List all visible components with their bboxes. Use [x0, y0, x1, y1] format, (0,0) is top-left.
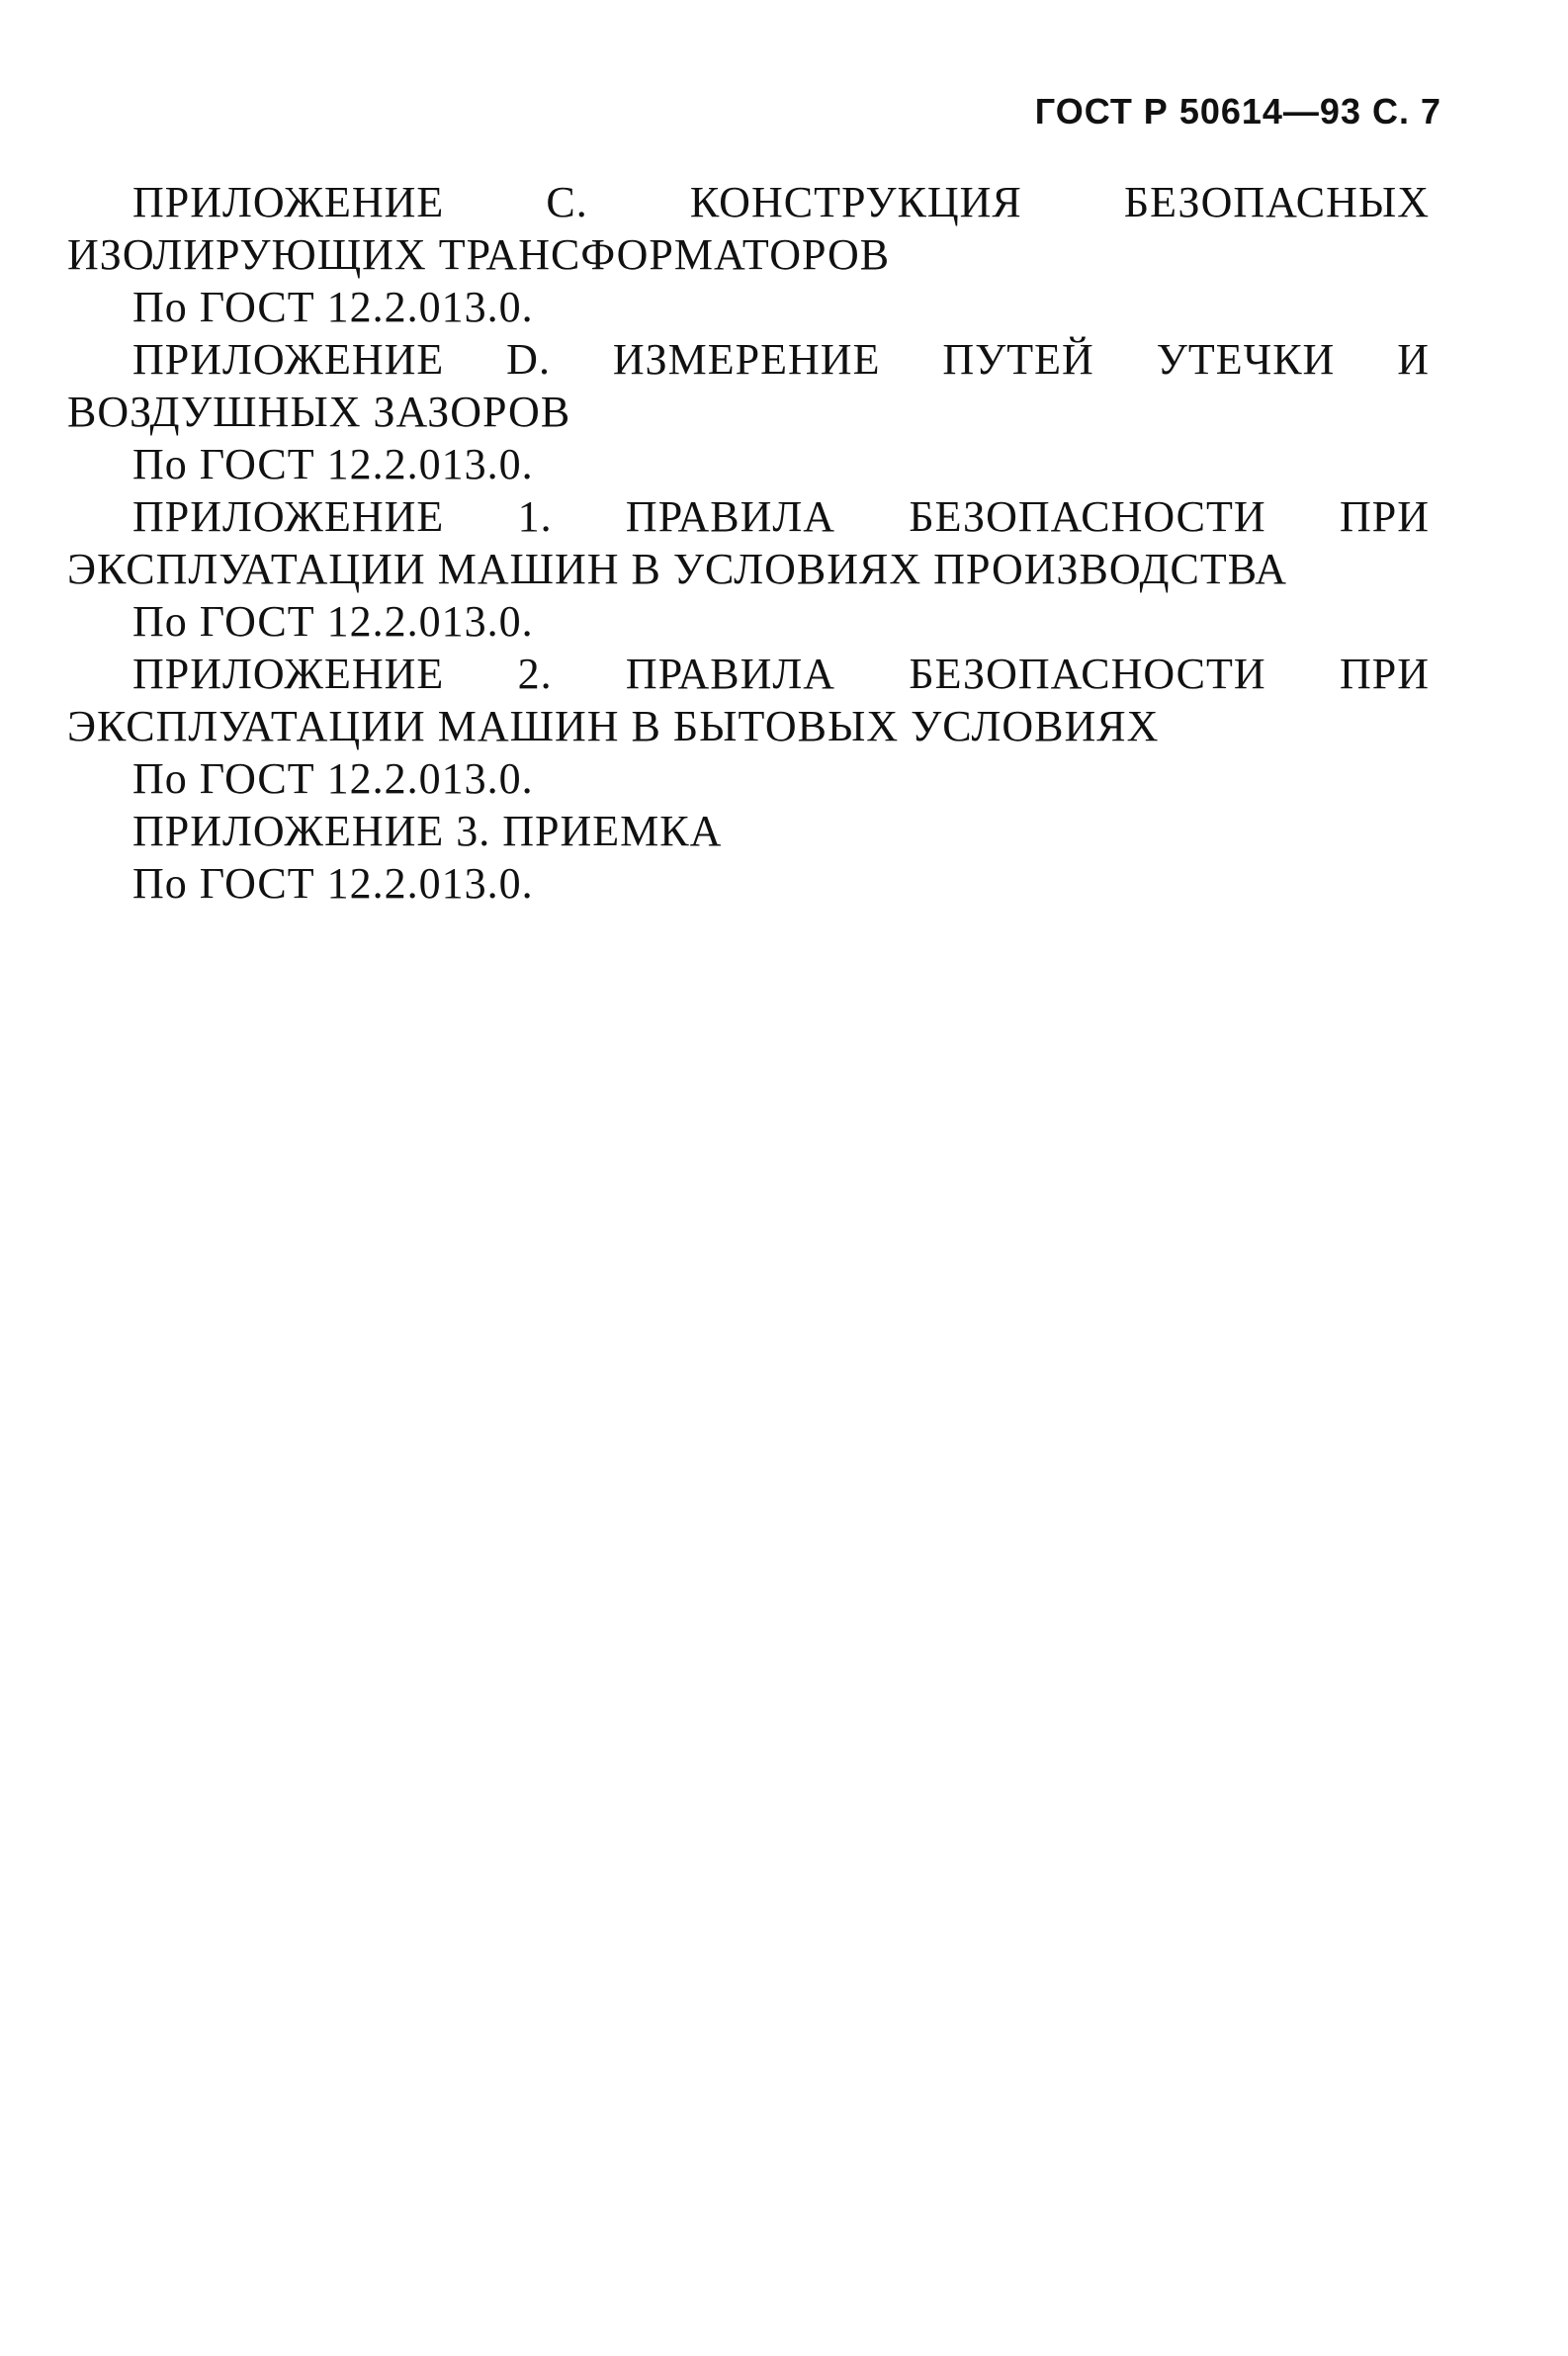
appendix-c-reference: По ГОСТ 12.2.013.0. — [132, 283, 534, 331]
appendix-1-title: ПРИЛОЖЕНИЕ 1. ПРАВИЛА БЕЗОПАСНОСТИ ПРИ ЭКСПЛУАТАЦИИ МАШИН В УСЛОВИЯХ ПРОИЗВОДСТВА — [67, 492, 1430, 593]
appendix-3-title: ПРИЛОЖЕНИЕ 3. ПРИЕМКА — [132, 807, 723, 855]
appendix-2-title: ПРИЛОЖЕНИЕ 2. ПРАВИЛА БЕЗОПАСНОСТИ ПРИ ЭКСПЛУАТАЦИИ МАШИН В БЫТОВЫХ УСЛОВИЯХ — [67, 650, 1430, 750]
running-header: ГОСТ Р 50614—93 С. 7 — [1034, 91, 1441, 131]
appendix-d-title: ПРИЛОЖЕНИЕ D. ИЗМЕРЕНИЕ ПУТЕЙ УТЕЧКИ И ВОЗДУШНЫХ ЗАЗОРОВ — [67, 335, 1430, 436]
appendix-list — [67, 176, 1430, 910]
appendix-c-title: ПРИЛОЖЕНИЕ С. КОНСТРУКЦИЯ БЕЗОПАСНЫХ ИЗОЛИРУЮЩИХ ТРАНСФОРМАТОРОВ — [67, 178, 1430, 279]
appendix-d-reference: По ГОСТ 12.2.013.0. — [132, 440, 534, 488]
appendix-3-reference: По ГОСТ 12.2.013.0. — [132, 859, 534, 908]
appendix-1-reference: По ГОСТ 12.2.013.0. — [132, 597, 534, 646]
appendix-2-reference: По ГОСТ 12.2.013.0. — [132, 754, 534, 803]
